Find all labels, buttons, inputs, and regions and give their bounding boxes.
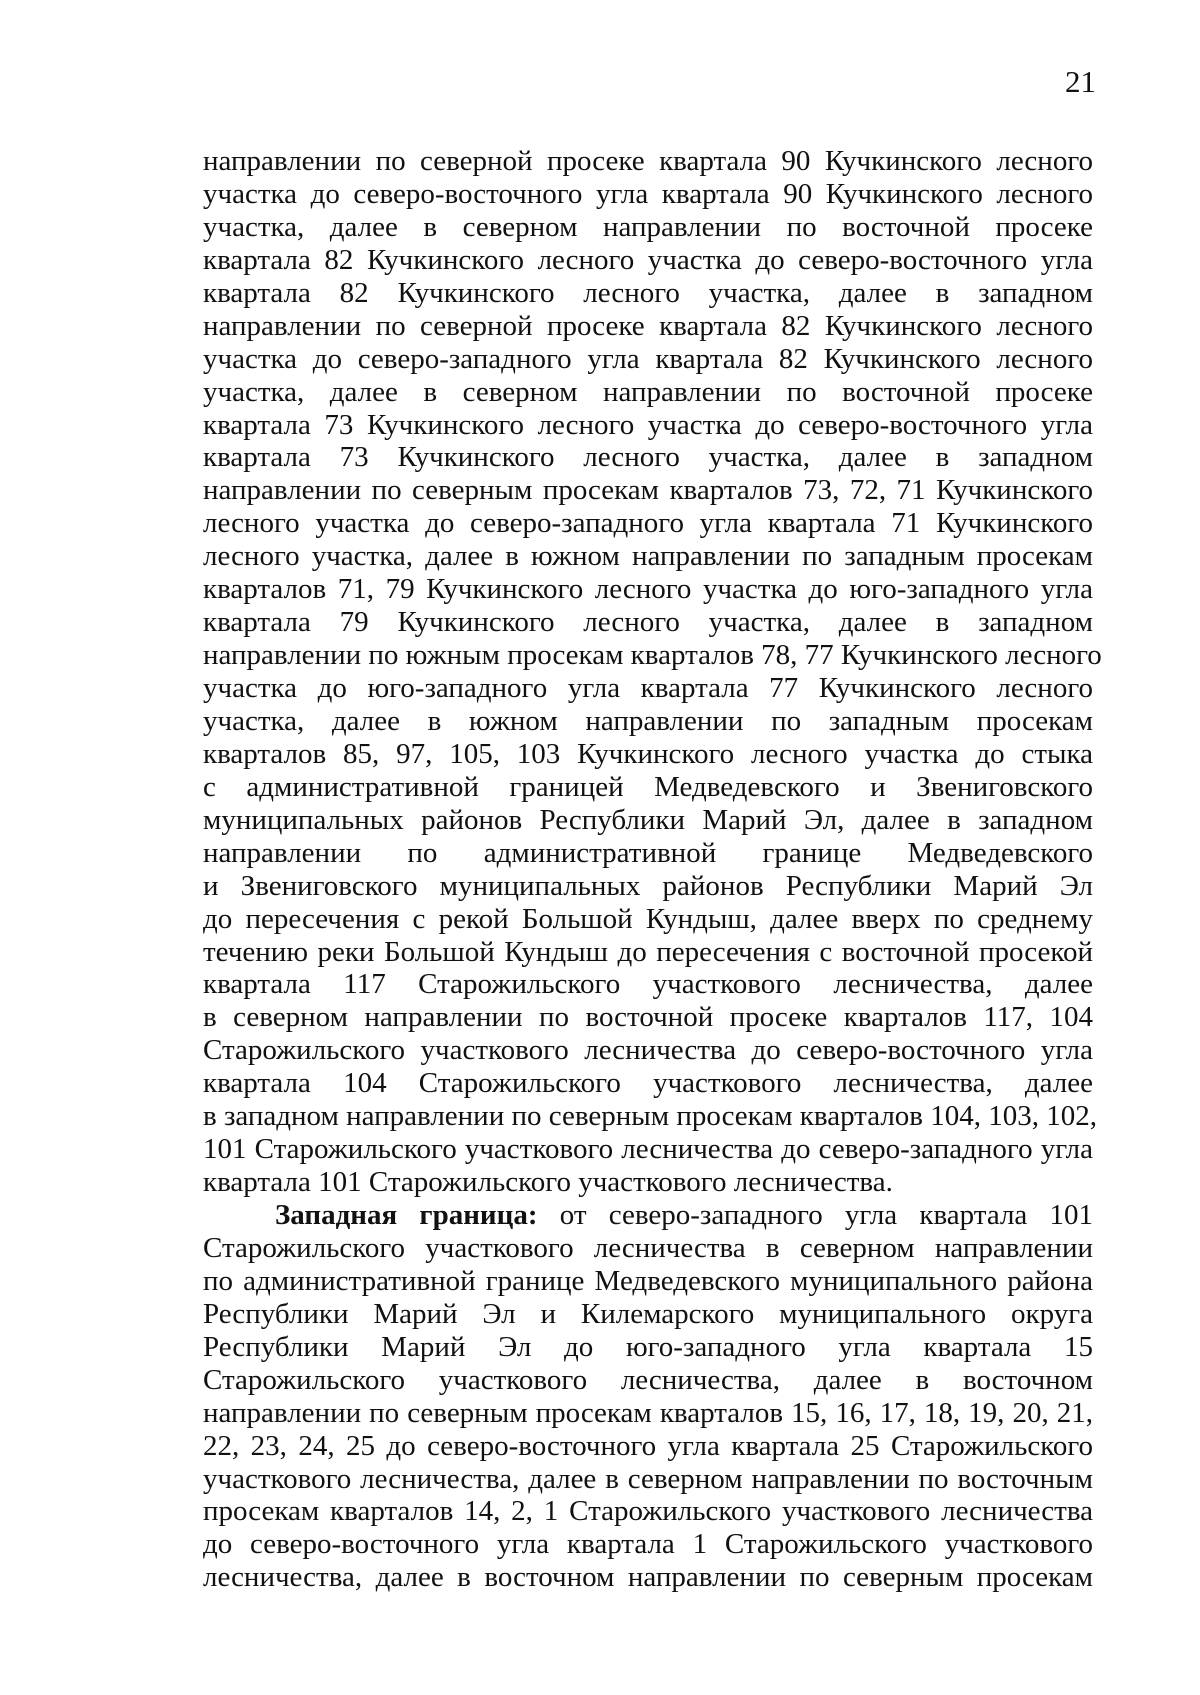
text-line: Республики Марий Эл до юго-западного угла квартала 15 xyxy=(203,1330,1093,1363)
document-body xyxy=(203,145,1102,1594)
text-line: кварталов 85, 97, 105, 103 Кучкинского лесного участка до стыка xyxy=(203,737,1093,770)
text-line: с административной границей Медведевского и Звениговского xyxy=(203,770,1093,803)
text-line: участка до северо-восточного угла квартала 90 Кучкинского лесного xyxy=(203,177,1093,210)
text-line: Старожильского участкового лесничества, далее в восточном xyxy=(203,1363,1093,1396)
text-line: направлении по северным просекам кварталов 73, 72, 71 Кучкинского xyxy=(203,474,1093,507)
text-line: направлении по административной границе Медведевского xyxy=(203,836,1093,869)
text-line: участка, далее в южном направлении по западным просекам xyxy=(203,704,1093,737)
text-line: квартала 117 Старожильского участкового лесничества, далее xyxy=(203,968,1093,1001)
text-line: лесного участка до северо-западного угла квартала 71 Кучкинского xyxy=(203,507,1093,540)
text-line: квартала 73 Кучкинского лесного участка, далее в западном xyxy=(203,441,1093,474)
text-line: квартала 104 Старожильского участкового лесничества, далее xyxy=(203,1067,1093,1100)
paragraph-continuation xyxy=(203,145,1102,1199)
text-line: 101 Старожильского участкового лесничества до северо-западного угла xyxy=(203,1133,1093,1166)
text-line: в западном направлении по северным просекам кварталов 104, 103, 102, xyxy=(203,1100,1098,1133)
text-line: до северо-восточного угла квартала 1 Старожильского участкового xyxy=(203,1528,1093,1561)
text-line: лесничества, далее в восточном направлении по северным просекам xyxy=(203,1561,1093,1594)
text-line: направлении по южным просекам кварталов 78, 77 Кучкинского лесного xyxy=(203,639,1102,672)
text-line: участкового лесничества, далее в северном направлении по восточным xyxy=(203,1462,1093,1495)
text-line xyxy=(203,1199,1093,1232)
text-line: 22, 23, 24, 25 до северо-восточного угла квартала 25 Старожильского xyxy=(203,1429,1093,1462)
text-line: по административной границе Медведевского муниципального района xyxy=(203,1264,1093,1297)
text-line: до пересечения с рекой Большой Кундыш, далее вверх по среднему xyxy=(203,902,1093,935)
text-line: Республики Марий Эл и Килемарского муниципального округа xyxy=(203,1297,1093,1330)
text-line: участка до северо-западного угла квартала 82 Кучкинского лесного xyxy=(203,342,1093,375)
text-line: участка до юго-западного угла квартала 77 Кучкинского лесного xyxy=(203,672,1093,704)
text-line: течению реки Большой Кундыш до пересечения с восточной просекой xyxy=(203,935,1093,968)
text-line: Старожильского участкового лесничества до северо-восточного угла xyxy=(203,1034,1093,1067)
text-line: Старожильского участкового лесничества в северном направлении xyxy=(203,1231,1093,1264)
text-line: лесного участка, далее в южном направлении по западным просекам xyxy=(203,540,1093,573)
text-line: участка, далее в северном направлении по восточной просеке xyxy=(203,210,1093,243)
text-line: квартала 73 Кучкинского лесного участка до северо-восточного угла xyxy=(203,408,1093,441)
text-line: квартала 82 Кучкинского лесного участка, далее в западном xyxy=(203,276,1093,309)
paragraph-western-boundary xyxy=(203,1199,1093,1594)
text-line: квартала 79 Кучкинского лесного участка, далее в западном xyxy=(203,606,1093,639)
page-number: 21 xyxy=(1065,64,1096,99)
text-line: кварталов 71, 79 Кучкинского лесного участка до юго-западного угла xyxy=(203,573,1093,606)
section-label-western-boundary: Западная граница: xyxy=(275,1199,538,1231)
text-line: муниципальных районов Республики Марий Эл, далее в западном xyxy=(203,803,1093,836)
text-line: направлении по северной просеке квартала 82 Кучкинского лесного xyxy=(203,309,1093,342)
text-line: квартала 82 Кучкинского лесного участка до северо-восточного угла xyxy=(203,243,1093,276)
text-line: квартала 101 Старожильского участкового лесничества. xyxy=(203,1166,893,1199)
text-line: направлении по северной просеке квартала 90 Кучкинского лесного xyxy=(203,145,1093,177)
text-line: направлении по северным просекам кварталов 15, 16, 17, 18, 19, 20, 21, xyxy=(203,1396,1093,1429)
text-line: участка, далее в северном направлении по восточной просеке xyxy=(203,375,1093,408)
text-line: в северном направлении по восточной просеке кварталов 117, 104 xyxy=(203,1001,1093,1034)
text-fragment: от северо-западного угла квартала 101 xyxy=(559,1199,1094,1231)
text-line: просекам кварталов 14, 2, 1 Старожильского участкового лесничества xyxy=(203,1495,1093,1528)
text-line: и Звениговского муниципальных районов Республики Марий Эл xyxy=(203,869,1093,902)
